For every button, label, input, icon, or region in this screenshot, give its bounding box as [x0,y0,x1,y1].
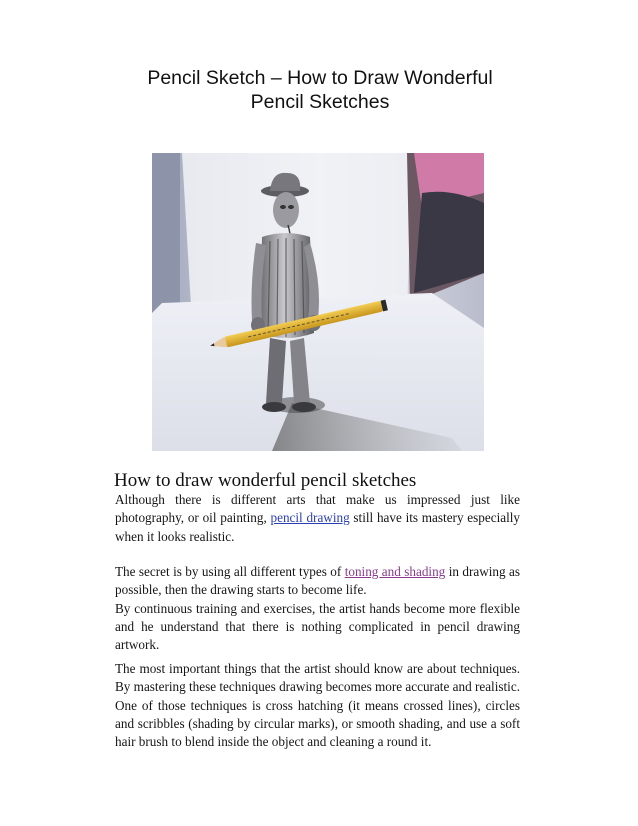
paragraph-techniques: The most important things that the artist should know are about techniques. By mastering these techniques drawing becomes more accurate and realistic. One of those techniques is cross hatching (it means crossed lines), circles and scribbles (shading by circular marks), or smooth shading, and use a soft hair brush to blend inside the object and cleaning a round it. [115,661,520,750]
toning-and-shading-link[interactable]: toning and shading [344,564,446,579]
paragraph-intro [115,491,520,546]
paragraph-secret [115,563,520,654]
p1-text-after: still have its mastery especially when it looks realistic. [115,510,521,544]
p1-text-before: Although there is different arts that make us impressed just like photography, or oil painting, [115,492,520,526]
p2-text-after: in drawing as possible, then the drawing starts to become life. [115,564,520,598]
pencil-drawing-link[interactable]: pencil drawing [270,510,350,526]
p2-text-line2: By continuous training and exercises, the artist hands become more flexible and he understand that there is nothing complicated in pencil drawing artwork. [115,600,520,653]
title-line-2: Pencil Sketches [250,91,390,113]
pencil-sketch-photo [152,153,484,451]
title-line-1: Pencil Sketch – How to Draw Wonderful [147,67,493,89]
document-title [110,66,530,114]
section-heading: How to draw wonderful pencil sketches [114,470,417,491]
p2-text-before: The secret is by using all different types of [115,564,345,579]
